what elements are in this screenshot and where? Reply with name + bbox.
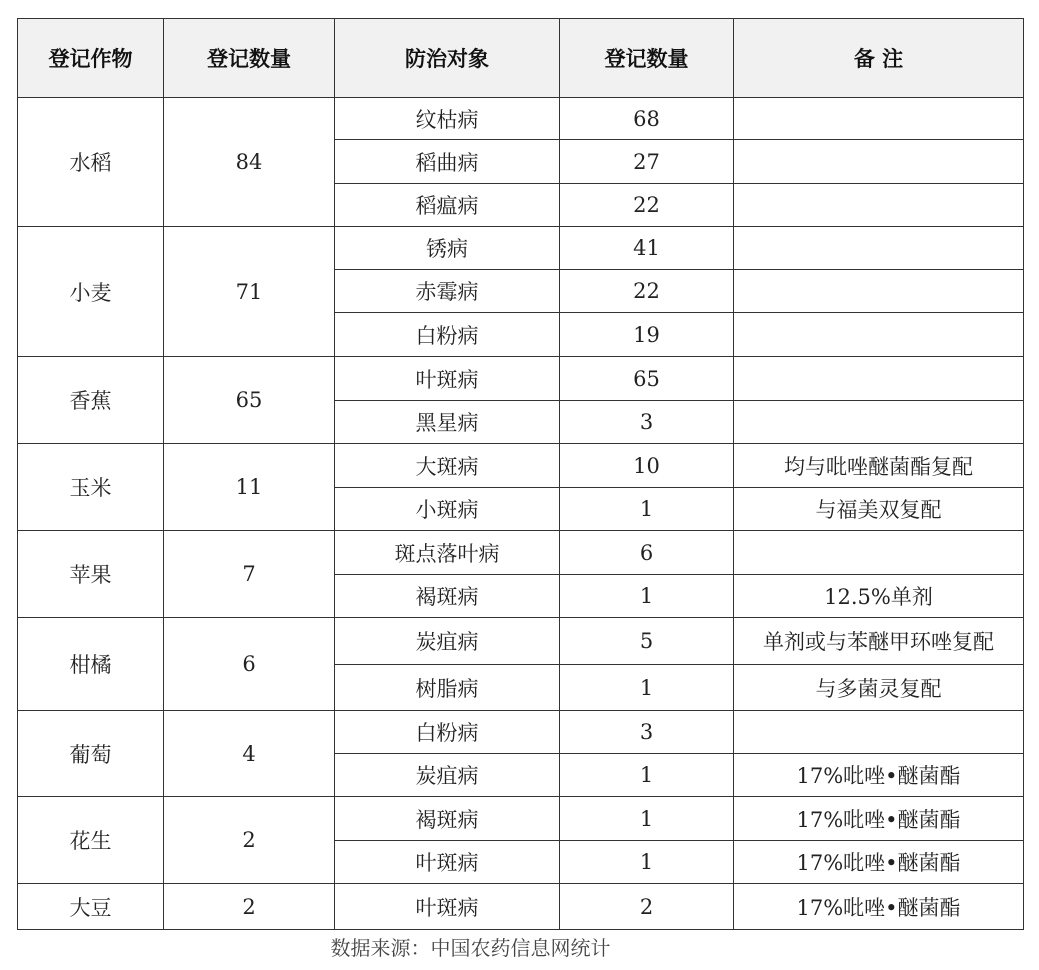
crop-count-cell: 2 [164, 797, 335, 884]
target-cell: 树脂病 [335, 665, 560, 711]
crop-cell: 柑橘 [18, 618, 164, 711]
table-body [18, 98, 1024, 930]
target-count-cell: 65 [560, 357, 734, 401]
target-count-cell: 10 [560, 444, 734, 488]
header-target: 防治对象 [335, 19, 560, 98]
note-cell: 均与吡唑醚菌酯复配 [734, 444, 1024, 488]
target-count-cell: 3 [560, 401, 734, 444]
target-count-cell: 5 [560, 618, 734, 665]
note-cell [734, 313, 1024, 357]
target-count-cell: 2 [560, 884, 734, 930]
target-count-cell: 1 [560, 841, 734, 884]
note-cell: 12.5%单剂 [734, 575, 1024, 618]
table-row [18, 884, 1024, 930]
target-cell: 稻瘟病 [335, 184, 560, 227]
table-row [18, 797, 1024, 841]
crop-cell: 香蕉 [18, 357, 164, 444]
target-count-cell: 1 [560, 665, 734, 711]
crop-cell: 玉米 [18, 444, 164, 531]
note-cell [734, 531, 1024, 575]
note-cell [734, 140, 1024, 184]
header-target-count: 登记数量 [560, 19, 734, 98]
header-note: 备 注 [734, 19, 1024, 98]
target-cell: 褐斑病 [335, 575, 560, 618]
target-cell: 叶斑病 [335, 841, 560, 884]
note-cell: 单剂或与苯醚甲环唑复配 [734, 618, 1024, 665]
target-cell: 小斑病 [335, 488, 560, 531]
target-cell: 叶斑病 [335, 357, 560, 401]
target-cell: 大斑病 [335, 444, 560, 488]
target-count-cell: 1 [560, 797, 734, 841]
target-count-cell: 19 [560, 313, 734, 357]
table-row [18, 98, 1024, 140]
crop-count-cell: 71 [164, 227, 335, 357]
note-cell [734, 184, 1024, 227]
target-count-cell: 3 [560, 711, 734, 754]
crop-count-cell: 65 [164, 357, 335, 444]
target-count-cell: 27 [560, 140, 734, 184]
target-count-cell: 68 [560, 98, 734, 140]
crop-cell: 苹果 [18, 531, 164, 618]
target-count-cell: 22 [560, 270, 734, 313]
note-cell: 与福美双复配 [734, 488, 1024, 531]
note-cell: 17%吡唑•醚菌酯 [734, 754, 1024, 797]
table-row [18, 618, 1024, 665]
crop-cell: 水稻 [18, 98, 164, 227]
data-source-note: 数据来源：中国农药信息网统计 [330, 936, 611, 960]
target-cell: 炭疽病 [335, 618, 560, 665]
target-cell: 白粉病 [335, 711, 560, 754]
header-crop-count: 登记数量 [164, 19, 335, 98]
target-cell: 黑星病 [335, 401, 560, 444]
table-row [18, 227, 1024, 270]
target-count-cell: 1 [560, 754, 734, 797]
target-cell: 纹枯病 [335, 98, 560, 140]
header-crop: 登记作物 [18, 19, 164, 98]
note-cell: 与多菌灵复配 [734, 665, 1024, 711]
crop-count-cell: 7 [164, 531, 335, 618]
target-count-cell: 1 [560, 575, 734, 618]
note-cell: 17%吡唑•醚菌酯 [734, 884, 1024, 930]
note-cell [734, 357, 1024, 401]
target-cell: 赤霉病 [335, 270, 560, 313]
crop-cell: 花生 [18, 797, 164, 884]
target-cell: 白粉病 [335, 313, 560, 357]
table-row [18, 444, 1024, 488]
crop-count-cell: 84 [164, 98, 335, 227]
target-count-cell: 6 [560, 531, 734, 575]
crop-count-cell: 11 [164, 444, 335, 531]
note-cell [734, 401, 1024, 444]
note-cell [734, 270, 1024, 313]
target-cell: 稻曲病 [335, 140, 560, 184]
crop-count-cell: 4 [164, 711, 335, 797]
crop-cell: 小麦 [18, 227, 164, 357]
table-row [18, 711, 1024, 754]
target-count-cell: 1 [560, 488, 734, 531]
crop-count-cell: 6 [164, 618, 335, 711]
target-cell: 斑点落叶病 [335, 531, 560, 575]
registration-table [17, 18, 1024, 930]
target-cell: 叶斑病 [335, 884, 560, 930]
table-row [18, 357, 1024, 401]
target-cell: 锈病 [335, 227, 560, 270]
header-row [18, 19, 1024, 98]
target-cell: 褐斑病 [335, 797, 560, 841]
target-cell: 炭疽病 [335, 754, 560, 797]
crop-cell: 葡萄 [18, 711, 164, 797]
target-count-cell: 22 [560, 184, 734, 227]
note-cell [734, 711, 1024, 754]
note-cell: 17%吡唑•醚菌酯 [734, 841, 1024, 884]
table-row [18, 531, 1024, 575]
note-cell: 17%吡唑•醚菌酯 [734, 797, 1024, 841]
note-cell [734, 227, 1024, 270]
crop-count-cell: 2 [164, 884, 335, 930]
target-count-cell: 41 [560, 227, 734, 270]
note-cell [734, 98, 1024, 140]
crop-cell: 大豆 [18, 884, 164, 930]
